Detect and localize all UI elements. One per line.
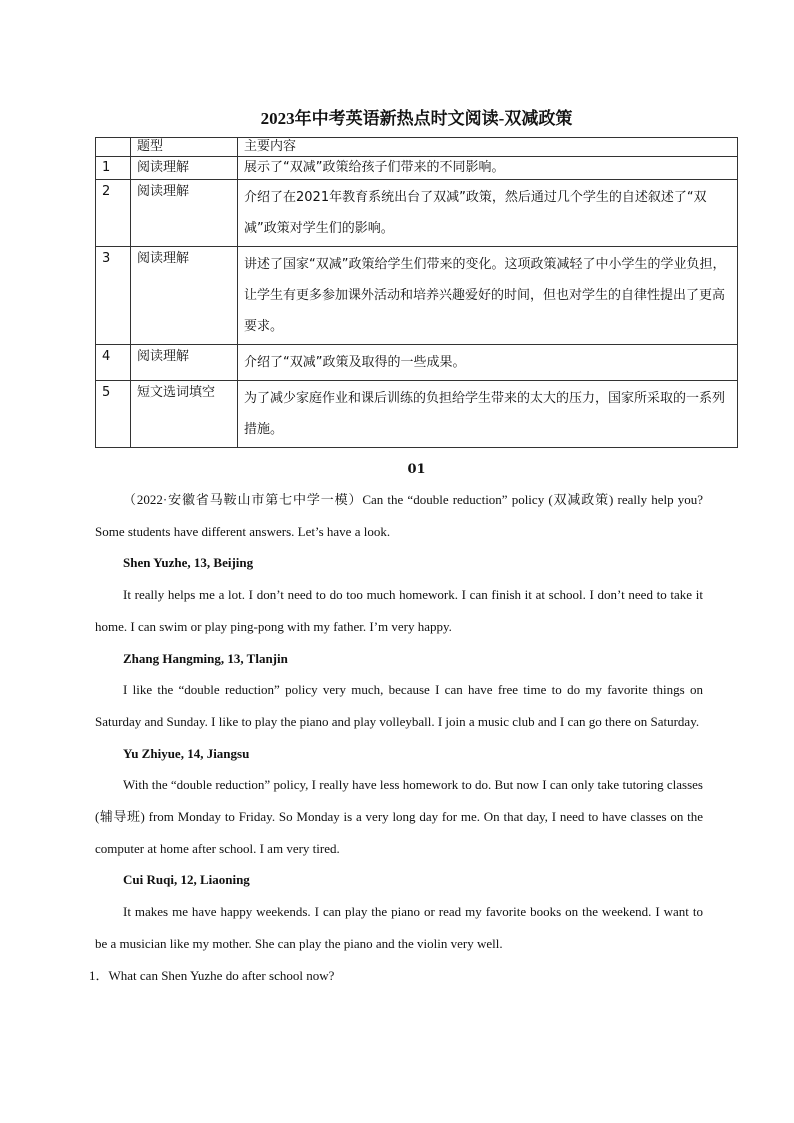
row-number: 2 bbox=[96, 180, 131, 247]
table-row bbox=[96, 157, 738, 180]
table-row bbox=[96, 180, 738, 247]
table-row bbox=[96, 381, 738, 448]
document-title: 2023年中考英语新热点时文阅读-双减政策 bbox=[260, 109, 573, 128]
summary-table bbox=[95, 137, 738, 448]
passage bbox=[89, 484, 703, 991]
student-paragraph: With the “double reduction” policy, I really have less homework to do. But now I can only take tutoring classes (辅导班) from Monday to Friday. So Monday is a very long day for me. On that day, I need to have classes on the computer at home after school. I am very tired. bbox=[95, 777, 703, 856]
row-content: 介绍了在2021年教育系统出台了双减”政策，然后通过几个学生的自述叙述了“双减”政策对学生们的影响。 bbox=[238, 180, 738, 247]
section-number: 01 bbox=[407, 462, 426, 477]
header-cell-type: 题型 bbox=[131, 138, 238, 157]
student-name: Zhang Hangming, 13, Tlanjin bbox=[123, 650, 288, 666]
student-paragraph: It makes me have happy weekends. I can play the piano or read my favorite books on the weekend. I want to be a musician like my mother. She can play the piano and the violin very well. bbox=[95, 904, 703, 951]
student-paragraph: It really helps me a lot. I don’t need to do too much homework. I can finish it at school. I don’t need to take it home. I can swim or play ping-pong with my father. I’m very happy. bbox=[95, 587, 703, 634]
row-type: 短文选词填空 bbox=[131, 381, 238, 448]
row-content: 为了减少家庭作业和课后训练的负担给学生带来的太大的压力，国家所采取的一系列措施。 bbox=[238, 381, 738, 448]
intro-paragraph: （2022·安徽省马鞍山市第七中学一模）Can the “double reduction” policy (双减政策) really help you? Some students have different answers. Let’s have a look. bbox=[95, 492, 703, 539]
header-cell-number bbox=[96, 138, 131, 157]
row-content: 讲述了国家“双减”政策给学生们带来的变化。这项政策减轻了中小学生的学业负担，让学生有更多参加课外活动和培养兴趣爱好的时间，但也对学生的自律性提出了更高要求。 bbox=[238, 247, 738, 345]
question-1: 1．What can Shen Yuzhe do after school now? bbox=[89, 967, 335, 983]
student-paragraph: I like the “double reduction” policy very much, because I can have free time to do my favorite things on Saturday and Sunday. I like to play the piano and play volleyball. I join a music club and I can go there on Saturday. bbox=[95, 682, 703, 729]
row-number: 4 bbox=[96, 345, 131, 381]
header-cell-content: 主要内容 bbox=[238, 138, 738, 157]
row-type: 阅读理解 bbox=[131, 345, 238, 381]
table-row bbox=[96, 247, 738, 345]
student-name: Cui Ruqi, 12, Liaoning bbox=[123, 872, 250, 888]
row-type: 阅读理解 bbox=[131, 180, 238, 247]
row-number: 1 bbox=[96, 157, 131, 180]
row-number: 5 bbox=[96, 381, 131, 448]
row-number: 3 bbox=[96, 247, 131, 345]
table-header-row bbox=[96, 138, 738, 157]
student-name: Shen Yuzhe, 13, Beijing bbox=[123, 555, 254, 571]
row-content: 展示了“双减”政策给孩子们带来的不同影响。 bbox=[238, 157, 738, 180]
row-type: 阅读理解 bbox=[131, 157, 238, 180]
row-content: 介绍了“双减”政策及取得的一些成果。 bbox=[238, 345, 738, 381]
student-name: Yu Zhiyue, 14, Jiangsu bbox=[123, 745, 250, 761]
row-type: 阅读理解 bbox=[131, 247, 238, 345]
table-row bbox=[96, 345, 738, 381]
